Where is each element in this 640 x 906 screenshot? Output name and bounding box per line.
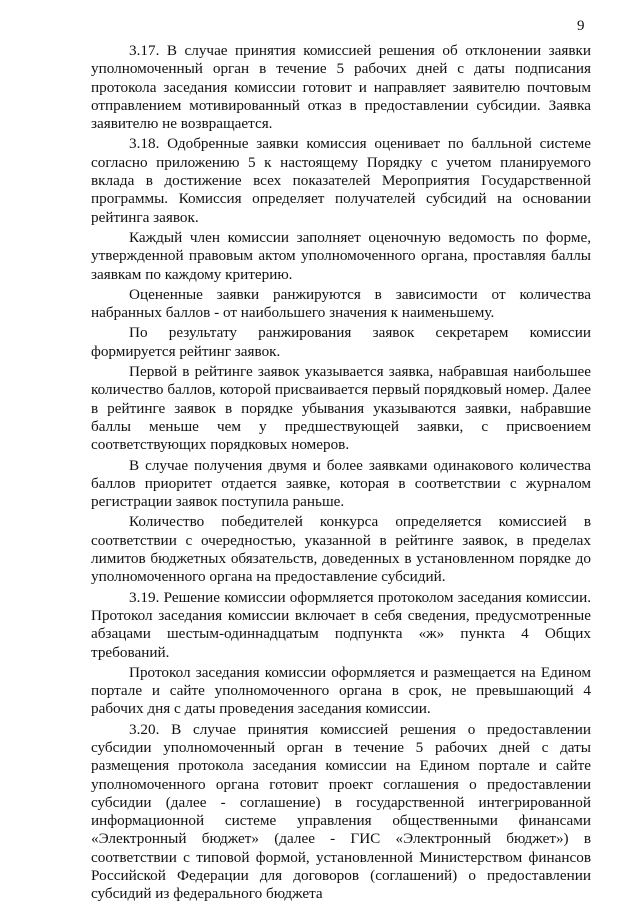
page-number: 9 [577,18,585,34]
paragraph-ranking: Оцененные заявки ранжируются в зависимости от количества набранных баллов - от наибольшего значения к наименьшему. [91,285,591,322]
paragraph-equal-scores: В случае получения двумя и более заявками одинакового количества баллов приоритет отдается заявке, которая в соответствии с журналом регистрации заявок поступила раньше. [91,456,591,511]
paragraph-3-17: 3.17. В случае принятия комиссией решения об отклонении заявки уполномоченный орган в течение 5 рабочих дней с даты подписания протокола заседания комиссии готовит и направляет заявителю почтовым отправлением мотивированный отказ в предоставлении субсидии. Заявка заявителю не возвращается. [91,42,591,133]
paragraph-evaluation-sheet: Каждый член комиссии заполняет оценочную ведомость по форме, утвержденной правовым актом уполномоченного органа, проставляя баллы заявкам по каждому критерию. [91,228,591,283]
paragraph-protocol-publication: Протокол заседания комиссии оформляется и размещается на Едином портале и сайте уполномоченного органа в срок, не превышающий 4 рабочих дня с даты проведения заседания комиссии. [91,663,591,718]
paragraph-3-20: 3.20. В случае принятия комиссией решения о предоставлении субсидии уполномоченный орган в течение 5 рабочих дней с даты размещения протокола заседания комиссии на Едином портале и сайте уполномоченного органа готовит проект соглашения о предоставлении субсидии (далее - соглашение) в государственной интегрированной информационной системе управления общественными финансами «Электронный бюджет» (далее - ГИС «Электронный бюджет») в соответствии с типовой формой, установленной Министерством финансов Российской Федерации для договоров (соглашений) о предоставлении субсидий из федерального бюджета [91,720,591,903]
paragraph-rating-order: Первой в рейтинге заявок указывается заявка, набравшая наибольшее количество баллов, которой присваивается первый порядковый номер. Далее в рейтинге заявок в порядке убывания указываются заявки, набравшие баллы меньше чем у предшествующей заявки, с присвоением соответствующих порядковых номеров. [91,363,591,454]
document-body [91,42,591,906]
paragraph-3-18: 3.18. Одобренные заявки комиссия оценивает по балльной системе согласно приложению 5 к настоящему Порядку с учетом планируемого вклада в достижение всех показателей Мероприятия Государственной программы. Комиссия определяет получателей субсидий на основании рейтинга заявок. [91,135,591,226]
paragraph-rating-formation: По результату ранжирования заявок секретарем комиссии формируется рейтинг заявок. [91,324,591,360]
paragraph-3-19: 3.19. Решение комиссии оформляется протоколом заседания комиссии. Протокол заседания комиссии включает в себя сведения, предусмотренные абзацами шестым-одиннадцатым подпункта «ж» пункта 4 Общих требований. [91,588,591,661]
paragraph-winners-count: Количество победителей конкурса определяется комиссией в соответствии с очередностью, указанной в рейтинге заявок, в пределах лимитов бюджетных обязательств, доведенных в установленном порядке до уполномоченного органа на предоставление субсидий. [91,513,591,586]
